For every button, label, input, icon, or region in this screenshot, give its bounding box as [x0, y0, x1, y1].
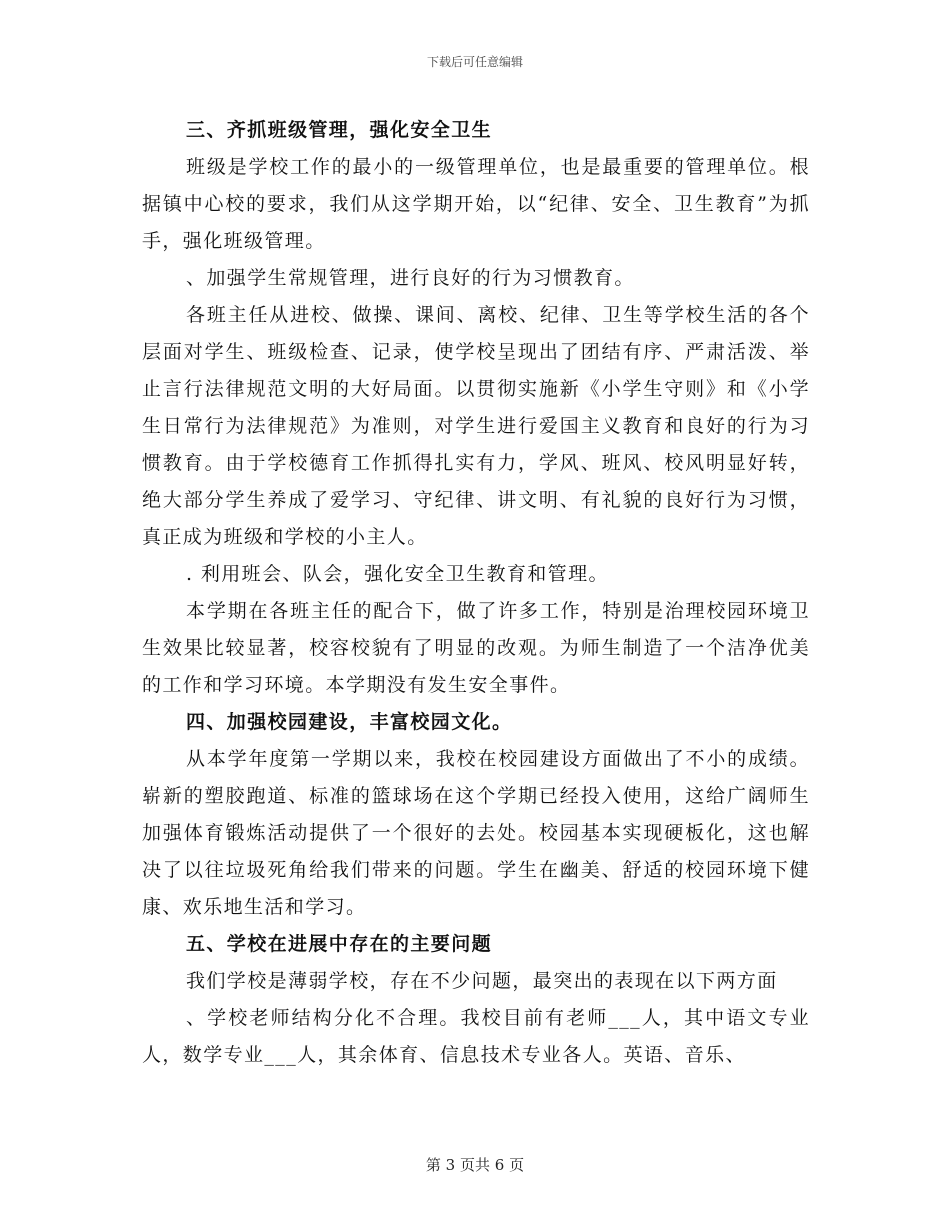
paragraph: 各班主任从进校、做操、课间、离校、纪律、卫生等学校生活的各个层面对学生、班级检查、记录，使学校呈现出了团结有序、严肃活泼、举止言行法律规范文明的大好局面。以贯彻实施新《小学生守则》和《小学生日常行为法律规范》为准则，对学生进行爱国主义教育和良好的行为习惯教育。由于学校德育工作抓得扎实有力，学风、班风、校风明显好转，绝大部分学生养成了爱学习、守纪律、讲文明、有礼貌的良好行为习惯，真正成为班级和学校的小主人。	[142, 304, 810, 548]
paragraph: 、加强学生常规管理，进行良好的行为习惯教育。	[186, 267, 635, 289]
section-heading-3: 三、齐抓班级管理，强化安全卫生	[186, 119, 493, 141]
page-number-footer: 第 3 页共 6 页	[425, 1156, 525, 1174]
page-header: 下载后可任意编辑	[426, 55, 523, 69]
paragraph: . 利用班会、队会，强化安全卫生教育和管理。	[186, 563, 609, 585]
paragraph: 、学校老师结构分化不合理。我校目前有老师___人，其中语文专业人，数学专业___人，其余体育、信息技术专业各人。英语、音乐、	[142, 1007, 810, 1066]
paragraph: 班级是学校工作的最小的一级管理单位，也是最重要的管理单位。根据镇中心校的要求，我们从这学期开始，以“纪律、安全、卫生教育”为抓手，强化班级管理。	[142, 156, 810, 252]
paragraph: 我们学校是薄弱学校，存在不少问题，最突出的表现在以下两方面	[186, 970, 778, 992]
paragraph: 本学期在各班主任的配合下，做了许多工作，特别是治理校园环境卫生效果比较显著，校容校貌有了明显的改观。为师生制造了一个洁净优美的工作和学习环境。本学期没有发生安全事件。	[142, 600, 810, 696]
section-heading-5: 五、学校在进展中存在的主要问题	[186, 933, 493, 955]
section-heading-4: 四、加强校园建设，丰富校园文化。	[186, 711, 513, 733]
document-body	[142, 112, 810, 1074]
paragraph: 从本学年度第一学期以来，我校在校园建设方面做出了不小的成绩。崭新的塑胶跑道、标准的篮球场在这个学期已经投入使用，这给广阔师生加强体育锻炼活动提供了一个很好的去处。校园基本实现硬板化，这也解决了以往垃圾死角给我们带来的问题。学生在幽美、舒适的校园环境下健康、欢乐地生活和学习。	[142, 748, 810, 918]
